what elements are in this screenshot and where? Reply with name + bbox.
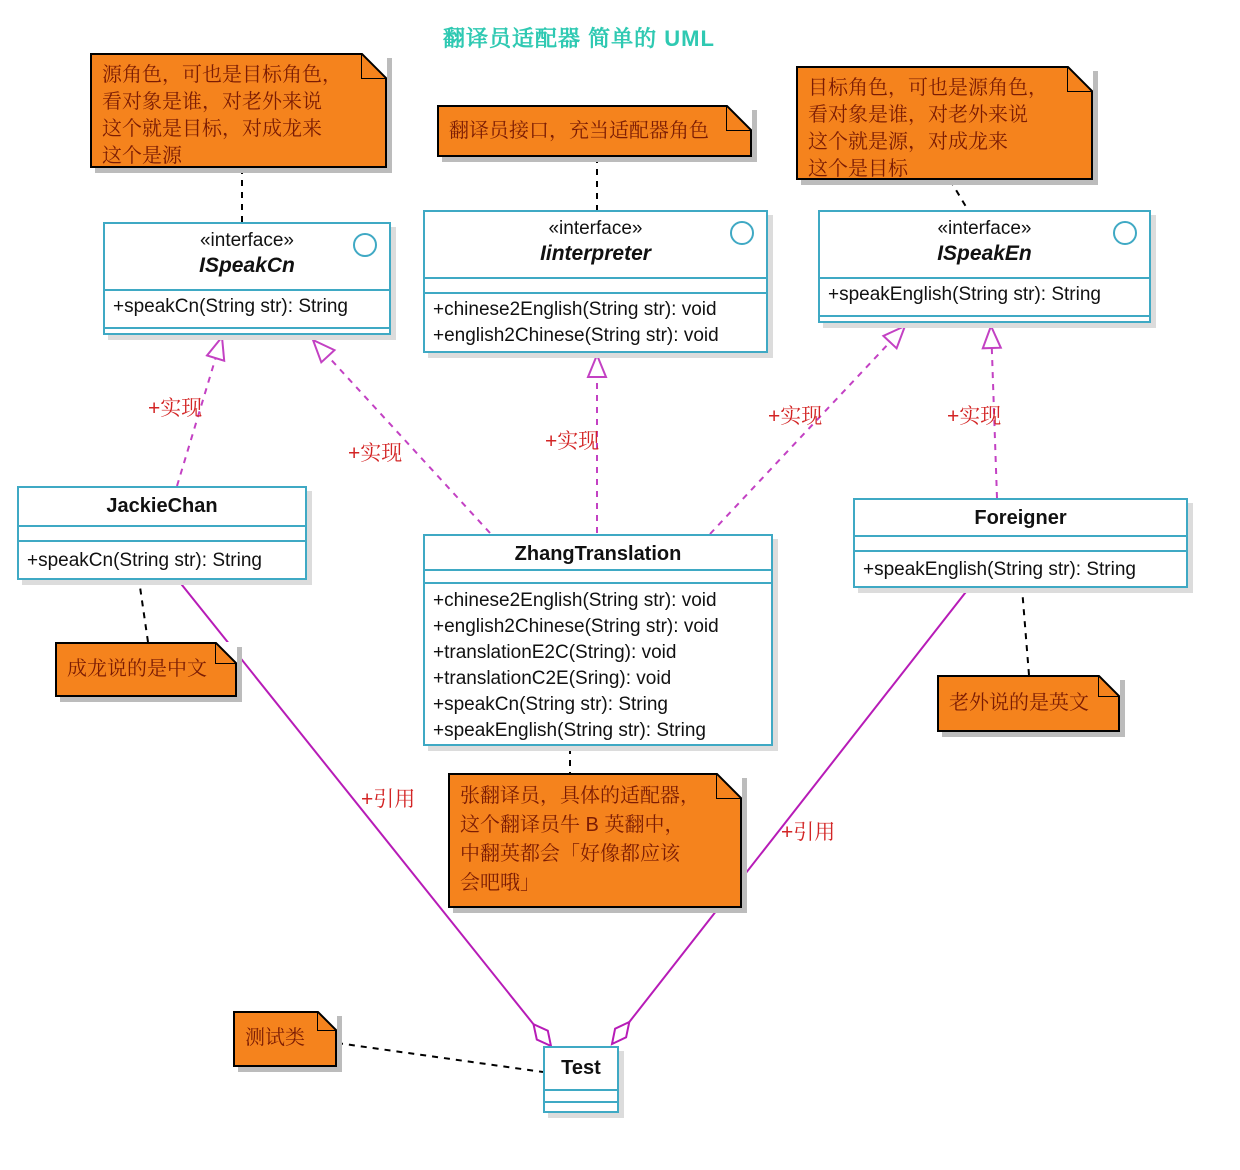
interface-name: ISpeakCn xyxy=(199,254,295,277)
method: +english2Chinese(String str): void xyxy=(433,325,719,346)
empty-compartment xyxy=(820,315,1149,321)
note-line: 看对象是谁，对老外来说 xyxy=(808,104,1028,126)
realize-arrowhead-icon xyxy=(883,326,905,348)
realize-label-zhang-ispeaken: +实现 xyxy=(768,405,823,428)
method: +speakEnglish(String str): String xyxy=(828,284,1101,305)
method: +translationE2C(String): void xyxy=(433,642,677,663)
diagram-title: 翻译员适配器 简单的 UML xyxy=(443,26,715,51)
empty-compartment xyxy=(425,569,771,582)
note-line: 源角色，可也是目标角色， xyxy=(102,64,342,86)
note-fold-icon xyxy=(317,1011,337,1031)
empty-compartment xyxy=(855,535,1186,550)
note-source-role xyxy=(90,53,387,168)
note-line: 会吧哦」 xyxy=(460,872,540,894)
interface-circle-icon xyxy=(730,221,754,245)
method: +speakEnglish(String str): String xyxy=(433,720,706,741)
note-fold-icon xyxy=(361,53,387,79)
note-line: 看对象是谁，对老外来说 xyxy=(102,91,322,113)
note-line: 这个是源 xyxy=(102,145,182,167)
method: +speakCn(String str): String xyxy=(27,550,262,571)
note-line: 翻译员接口，充当适配器角色 xyxy=(449,120,709,142)
note-line: 目标角色，可也是源角色， xyxy=(808,77,1048,99)
empty-compartment xyxy=(425,277,766,292)
interface-iinterpreter xyxy=(423,210,768,353)
class-zhangtranslation xyxy=(423,534,773,746)
note-fold-icon xyxy=(1098,675,1120,697)
class-name: JackieChan xyxy=(106,495,218,517)
class-name: Foreigner xyxy=(974,507,1067,529)
note-line: 老外说的是英文 xyxy=(949,692,1089,714)
realize-label-foreigner-ispeaken: +实现 xyxy=(947,405,1002,428)
interface-ispeaken xyxy=(818,210,1151,323)
class-test xyxy=(543,1046,619,1113)
note-adapter-interface xyxy=(437,105,752,157)
realize-edge-jackiechan-ispeakcn xyxy=(177,358,216,486)
note-zhang-adapter xyxy=(448,773,742,908)
note-connector-line xyxy=(1022,588,1029,675)
note-test xyxy=(233,1011,337,1067)
note-jackie-speaks xyxy=(55,642,237,697)
note-line: 这个翻译员牛 B 英翻中， xyxy=(460,814,685,836)
class-foreigner xyxy=(853,498,1188,588)
note-fold-icon xyxy=(716,773,742,799)
aggregation-diamond-icon xyxy=(534,1024,552,1046)
realize-arrowhead-icon xyxy=(983,326,1001,348)
class-name: ZhangTranslation xyxy=(514,543,682,565)
note-line: 张翻译员，具体的适配器， xyxy=(460,785,700,807)
realize-arrowhead-icon xyxy=(313,340,335,362)
note-fold-icon xyxy=(726,105,752,131)
note-line: 这个是目标 xyxy=(808,158,908,180)
aggregation-diamond-icon xyxy=(612,1022,629,1044)
realize-label-jackiechan-ispeakcn: +实现 xyxy=(148,397,203,420)
note-fold-icon xyxy=(1067,66,1093,92)
method: +speakEnglish(String str): String xyxy=(863,559,1136,580)
stereotype: «interface» xyxy=(199,230,294,251)
reference-label-jackiechan-test: +引用 xyxy=(361,788,416,811)
class-jackiechan xyxy=(17,486,307,580)
stereotype: «interface» xyxy=(548,218,643,239)
realize-arrowhead-icon xyxy=(588,355,606,377)
note-connector-line xyxy=(950,180,968,210)
realize-label-zhang-ispeakcn: +实现 xyxy=(348,442,403,465)
note-target-role xyxy=(796,66,1093,180)
note-line: 这个就是目标，对成龙来 xyxy=(102,118,322,140)
empty-compartment xyxy=(19,525,305,540)
interface-name: ISpeakEn xyxy=(937,242,1032,265)
stereotype: «interface» xyxy=(937,218,1032,239)
method: +chinese2English(String str): void xyxy=(433,299,717,320)
interface-ispeakcn xyxy=(103,222,391,335)
realize-arrowhead-icon xyxy=(207,337,224,361)
method: +english2Chinese(String str): void xyxy=(433,616,719,637)
note-connector-line xyxy=(337,1043,543,1072)
note-line: 测试类 xyxy=(245,1027,305,1049)
interface-name: Iinterpreter xyxy=(540,242,651,265)
method: +speakCn(String str): String xyxy=(113,296,348,317)
realize-label-zhang-iinterpreter: +实现 xyxy=(545,430,600,453)
reference-label-foreigner-test: +引用 xyxy=(781,821,836,844)
interface-circle-icon xyxy=(1113,221,1137,245)
note-line: 成龙说的是中文 xyxy=(67,658,207,680)
empty-compartment xyxy=(105,327,389,333)
note-line: 这个就是源，对成龙来 xyxy=(808,131,1008,153)
note-foreigner-speaks xyxy=(937,675,1120,732)
method: +speakCn(String str): String xyxy=(433,694,668,715)
note-line: 中翻英都会「好像都应该 xyxy=(460,843,680,865)
class-name: Test xyxy=(561,1057,601,1079)
method: +translationC2E(Sring): void xyxy=(433,668,672,689)
empty-compartment xyxy=(545,1089,617,1101)
empty-compartment xyxy=(545,1101,617,1111)
interface-circle-icon xyxy=(353,233,377,257)
method: +chinese2English(String str): void xyxy=(433,590,717,611)
note-fold-icon xyxy=(215,642,237,664)
note-connector-line xyxy=(139,580,148,642)
